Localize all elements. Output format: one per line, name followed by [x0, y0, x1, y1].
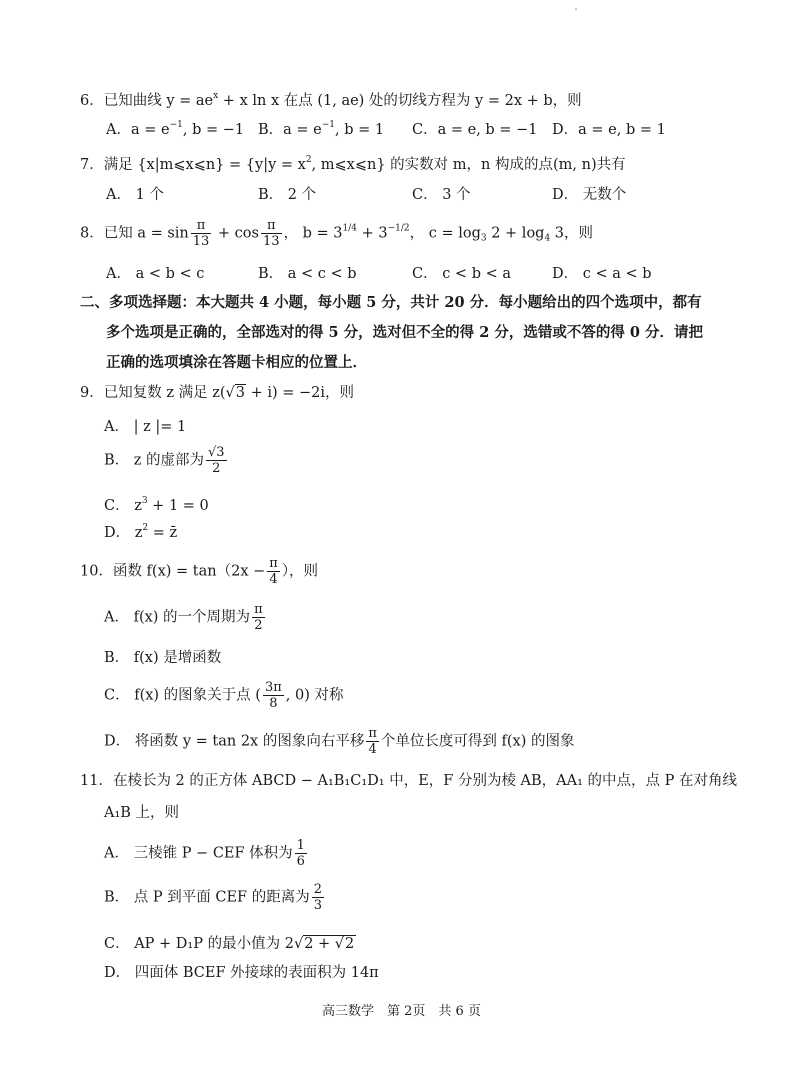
q11-stem-line1: 11．在棱长为 2 的正方体 ABCD − A₁B₁C₁D₁ 中，E，F 分别为棱 AB，AA₁ 的中点，点 P 在对角线 [80, 773, 738, 789]
q8-stem: 8．已知 a = sin $\frac{\pi}{13}$ + cos $\frac{\pi}{13}$ ， $b = 3^{1/4} + 3^{-1/2}$， $c = \log_3 2 + \log_4 3$，则 [80, 218, 594, 249]
q11-option-d: D． 四面体 BCEF 外接球的表面积为 14π [104, 965, 379, 981]
q10-option-a: A． f(x) 的一个周期为 $\frac{\pi}{2}$ [104, 602, 263, 633]
q8-option-d: D． c < a < b [552, 266, 652, 282]
q9-option-a: A． | z |= 1 [104, 419, 187, 435]
q7-stem: 7．满足 {x|m⩽x⩽n} = {$y|y = x^2$, m⩽x⩽n} 的实数对 m，n 构成的点(m, n)共有 [80, 155, 626, 173]
q9-stem: 9．已知复数 z 满足 z(√3 + i) = −2i，则 [80, 385, 355, 401]
q11-option-c: C． AP + D₁P 的最小值为 2√2 + √2 [104, 936, 355, 952]
q6-option-a: A．$a = e^{-1}$, b = −1 [106, 120, 245, 138]
section2-line2: 多个选项是正确的，全部选对的得 5 分，选对但不全的得 2 分，选错或不答的得 0 分．请把 [106, 324, 704, 341]
q6-option-d: D．a = e, b = 1 [552, 122, 666, 138]
q7-option-c: C． 3 个 [412, 187, 471, 203]
q9-option-c: C． $z^3 + 1 = 0$ [104, 496, 209, 514]
q9-option-d: D． $z^2$ = z̄ [104, 523, 178, 541]
q7-option-b: B． 2 个 [258, 187, 317, 203]
q10-option-c: C． f(x) 的图象关于点 ( $\frac{3\pi}{8}$ , 0) 对称 [104, 680, 344, 711]
q10-option-b: B． f(x) 是增函数 [104, 650, 222, 666]
q8-option-a: A． a < b < c [106, 266, 205, 282]
q8-option-c: C． c < b < a [412, 266, 511, 282]
q11-stem-line2: A₁B 上，则 [104, 805, 180, 821]
q6-option-b: B．$a = e^{-1}$, b = 1 [258, 120, 385, 138]
q11-option-b: B． 点 P 到平面 CEF 的距离为 $\frac{2}{3}$ [104, 882, 322, 913]
q10-option-d: D． 将函数 y = tan 2x 的图象向右平移 $\frac{\pi}{4}$ 个单位长度可得到 f(x) 的图象 [104, 726, 575, 757]
q7-option-d: D． 无数个 [552, 187, 627, 203]
q11-option-a: A． 三棱锥 P − CEF 体积为 $\frac{1}{6}$ [104, 838, 305, 869]
page-footer: 高三数学 第 2页 共 6 页 [322, 1004, 481, 1019]
q10-stem: 10．函数 f(x) = tan（2x − $\frac{\pi}{4}$ ），则 [80, 556, 319, 587]
q8-option-b: B． a < c < b [258, 266, 357, 282]
section2-line3: 正确的选项填涂在答题卡相应的位置上． [106, 354, 367, 371]
q9-option-b: B． z 的虚部为 $\frac{√3}{2}$ [104, 445, 225, 476]
q6-stem: 6．已知曲线 $y = ae^x + x$ ln x 在点 (1, ae) 处的切线方程为 y = 2x + b，则 [80, 91, 582, 109]
q6-option-c: C．a = e, b = −1 [412, 122, 538, 138]
scan-speck [575, 8, 577, 10]
q7-option-a: A． 1 个 [106, 187, 164, 203]
section2-line1: 二、多项选择题：本大题共 4 小题，每小题 5 分，共计 20 分．每小题给出的四个选项中，都有 [80, 294, 702, 311]
